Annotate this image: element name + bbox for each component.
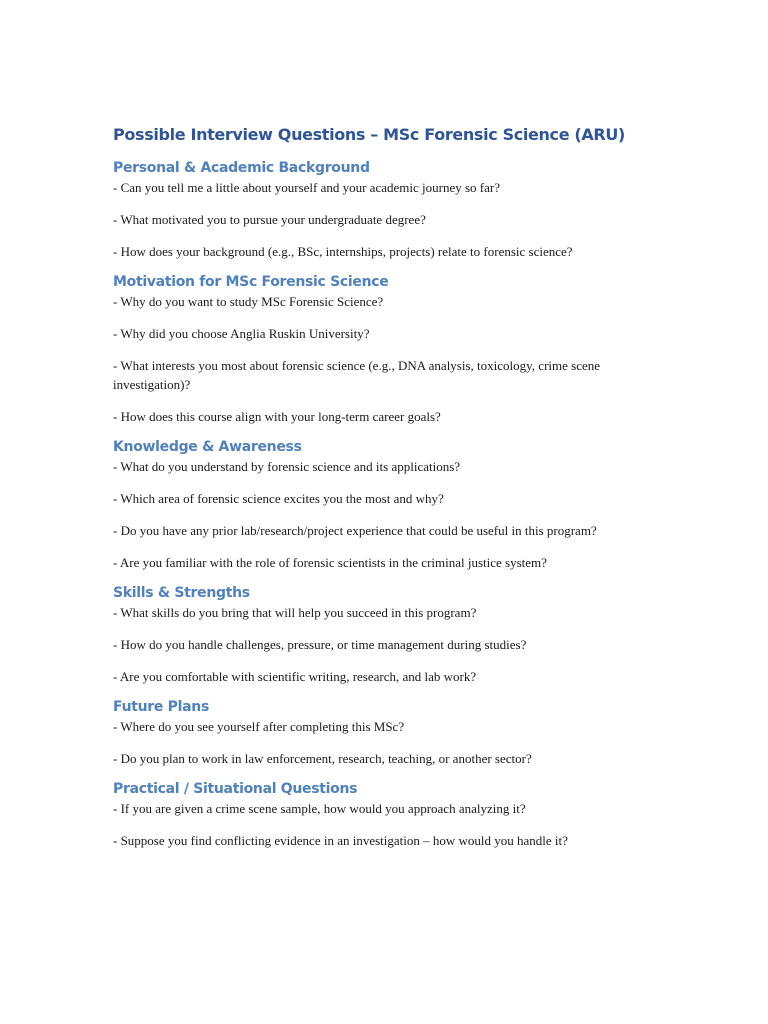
question-item: - How does your background (e.g., BSc, internships, projects) relate to forensic science?	[113, 244, 573, 259]
question-item: - Do you have any prior lab/research/project experience that could be useful in this program?	[113, 523, 597, 538]
section-heading: Motivation for MSc Forensic Science	[113, 274, 389, 290]
section-heading: Knowledge & Awareness	[113, 439, 302, 455]
section-knowledge-awareness	[113, 438, 661, 572]
question-item: - If you are given a crime scene sample, how would you approach analyzing it?	[113, 801, 526, 816]
section-future-plans	[113, 698, 661, 768]
question-item: - Can you tell me a little about yourself and your academic journey so far?	[113, 180, 500, 195]
section-skills-strengths	[113, 584, 661, 686]
question-item: - Do you plan to work in law enforcement, research, teaching, or another sector?	[113, 751, 532, 766]
section-heading: Future Plans	[113, 699, 209, 715]
question-item: - Why do you want to study MSc Forensic Science?	[113, 294, 384, 309]
section-motivation	[113, 273, 661, 426]
section-heading: Skills & Strengths	[113, 585, 250, 601]
question-item: - What interests you most about forensic science (e.g., DNA analysis, toxicology, crime scene investigation)?	[113, 358, 601, 392]
question-item: - What do you understand by forensic science and its applications?	[113, 459, 461, 474]
question-item: - Are you familiar with the role of forensic scientists in the criminal justice system?	[113, 555, 547, 570]
question-item: - Why did you choose Anglia Ruskin University?	[113, 326, 370, 341]
section-heading: Personal & Academic Background	[113, 160, 370, 176]
question-item: - Are you comfortable with scientific writing, research, and lab work?	[113, 669, 477, 684]
document-content	[113, 124, 661, 862]
question-item: - How does this course align with your long-term career goals?	[113, 409, 441, 424]
section-personal-academic-background	[113, 159, 661, 261]
question-item: - What motivated you to pursue your undergraduate degree?	[113, 212, 426, 227]
question-item: - Which area of forensic science excites you the most and why?	[113, 491, 444, 506]
document-title: Possible Interview Questions – MSc Forensic Science (ARU)	[113, 125, 625, 144]
question-item: - Suppose you find conflicting evidence in an investigation – how would you handle it?	[113, 833, 568, 848]
question-item: - What skills do you bring that will help you succeed in this program?	[113, 605, 477, 620]
question-item: - How do you handle challenges, pressure, or time management during studies?	[113, 637, 527, 652]
section-practical-situational	[113, 780, 661, 850]
section-heading: Practical / Situational Questions	[113, 781, 358, 797]
question-item: - Where do you see yourself after completing this MSc?	[113, 719, 405, 734]
